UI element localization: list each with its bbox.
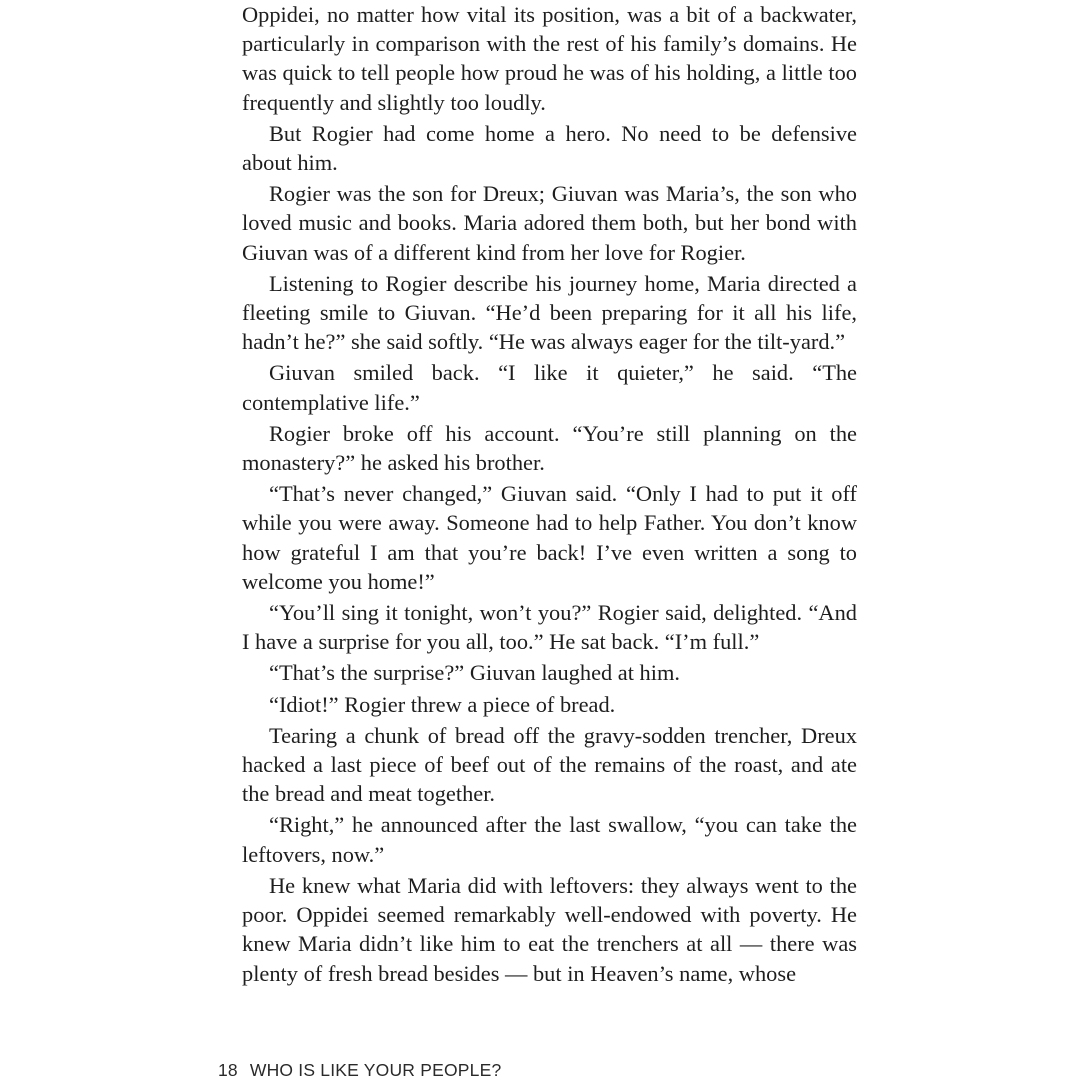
paragraph: “Idiot!” Rogier threw a piece of bread. [269, 691, 616, 717]
running-title: WHO IS LIKE YOUR PEOPLE? [249, 1060, 502, 1080]
paragraph: “Right,” he announced after the last swallow, “you can take the leftovers, now.” [242, 812, 857, 867]
page-number: 18 [218, 1060, 238, 1080]
paragraph: Tearing a chunk of bread off the gravy-sodden trencher, Dreux hacked a last piece of beef out of the remains of the roast, and ate the bread and meat together. [242, 722, 857, 807]
paragraph: But Rogier had come home a hero. No need to be defensive about him. [242, 120, 857, 176]
page-footer [218, 1060, 501, 1081]
paragraph: “That’s never changed,” Giuvan said. “Only I had to put it off while you were away. Someone had to help Father. You don’t know how grateful I am that you’re back! I’ve even written a song to welcome you home!” [242, 481, 857, 594]
paragraph: Giuvan smiled back. “I like it quieter,” he said. “The contemplative life.” [242, 360, 857, 415]
paragraph: “That’s the surprise?” Giuvan laughed at him. [269, 660, 680, 686]
paragraph: “You’ll sing it tonight, won’t you?” Rogier said, delighted. “And I have a surprise for you all, too.” He sat back. “I’m full.” [242, 600, 857, 655]
paragraph: Rogier broke off his account. “You’re still planning on the monastery?” he asked his brother. [242, 420, 857, 476]
paragraph-continued: Oppidei, no matter how vital its position, was a bit of a backwater, particularly in comparison with the rest of his family’s domains. He was quick to tell people how proud he was of his holding, a little too frequently and slightly too loudly. [242, 2, 857, 115]
book-page-body [242, 0, 857, 990]
paragraph: Rogier was the son for Dreux; Giuvan was Maria’s, the son who loved music and books. Maria adored them both, but her bond with Giuvan was of a different kind from her love for Rogier. [242, 181, 857, 265]
paragraph: Listening to Rogier describe his journey home, Maria directed a fleeting smile to Giuvan. “He’d been preparing for it all his life, hadn’t he?” she said softly. “He was always eager for the tilt-yard.” [242, 270, 857, 355]
paragraph: He knew what Maria did with leftovers: they always went to the poor. Oppidei seemed remarkably well-endowed with poverty. He knew Maria didn’t like him to eat the trenchers at all — there was plenty of fresh bread besides — but in Heaven’s name, whose [242, 872, 857, 986]
